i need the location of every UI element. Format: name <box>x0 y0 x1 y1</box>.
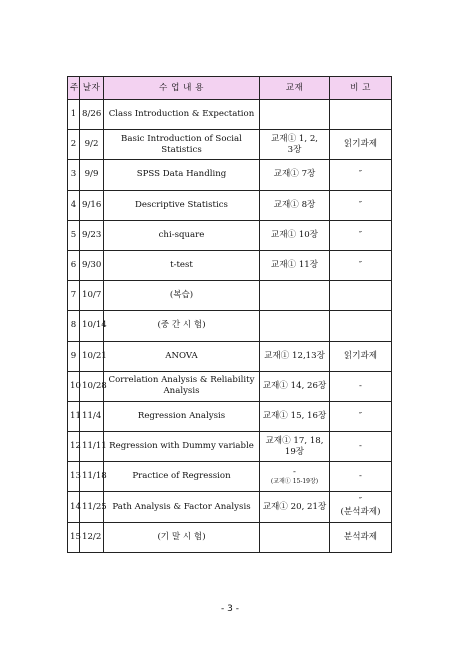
table-row <box>68 190 392 220</box>
week-number-cell: 7 <box>68 281 80 311</box>
content-line: chi-square <box>158 229 205 240</box>
textbook-line: 19장 <box>284 446 305 457</box>
table-row <box>68 281 392 311</box>
note-cell <box>330 100 392 130</box>
content-cell <box>104 432 260 462</box>
date-cell: 10/28 <box>80 371 104 401</box>
date-cell: 9/23 <box>80 220 104 250</box>
content-cell <box>104 220 260 250</box>
textbook-line: 교재① 10장 <box>270 229 319 240</box>
table-row <box>68 462 392 492</box>
content-line: Basic Introduction of Social Statistics <box>121 133 242 155</box>
week-number-cell: 15 <box>68 522 80 552</box>
content-cell <box>104 130 260 160</box>
note-cell <box>330 432 392 462</box>
header-textbook: 교재 <box>260 77 330 100</box>
week-number-cell: 2 <box>68 130 80 160</box>
page-number: - 3 - <box>221 604 239 614</box>
content-line: ANOVA <box>165 350 198 361</box>
date-cell: 9/9 <box>80 160 104 190</box>
date-cell: 11/11 <box>80 432 104 462</box>
week-number-cell: 12 <box>68 432 80 462</box>
table-row <box>68 160 392 190</box>
header-row <box>68 77 392 100</box>
note-line: 읽기과제 <box>343 139 378 150</box>
table-row <box>68 401 392 431</box>
content-cell <box>104 250 260 280</box>
date-cell: 10/21 <box>80 341 104 371</box>
table-body <box>68 100 392 553</box>
date-cell: 12/2 <box>80 522 104 552</box>
note-line: - <box>359 380 362 391</box>
note-cell <box>330 160 392 190</box>
date-cell: 9/16 <box>80 190 104 220</box>
note-cell <box>330 522 392 552</box>
content-cell <box>104 401 260 431</box>
textbook-cell <box>260 492 330 522</box>
content-line: (중 간 시 험) <box>157 320 206 331</box>
content-cell <box>104 311 260 341</box>
content-line: Class Introduction & Expectation <box>108 109 255 120</box>
content-cell <box>104 371 260 401</box>
date-cell: 9/30 <box>80 250 104 280</box>
textbook-line: 교재① 15, 16장 <box>262 410 327 421</box>
date-cell: 10/7 <box>80 281 104 311</box>
content-line: Practice of Regression <box>132 471 231 482</box>
week-number-cell: 5 <box>68 220 80 250</box>
textbook-line: 교재① 14, 26장 <box>262 380 327 391</box>
note-cell <box>330 281 392 311</box>
table-row <box>68 522 392 552</box>
date-cell: 9/2 <box>80 130 104 160</box>
textbook-cell <box>260 190 330 220</box>
header-note: 비 고 <box>330 77 392 100</box>
note-cell <box>330 250 392 280</box>
content-line: Path Analysis & Factor Analysis <box>112 501 251 512</box>
content-cell <box>104 281 260 311</box>
note-cell <box>330 401 392 431</box>
textbook-line: 교재① 20, 21장 <box>262 501 327 512</box>
note-cell <box>330 190 392 220</box>
textbook-cell <box>260 130 330 160</box>
note-cell <box>330 311 392 341</box>
course-schedule-table <box>67 76 392 553</box>
table-header <box>68 77 392 100</box>
note-line: (분석과제) <box>340 507 381 518</box>
note-line: ″ <box>358 229 363 240</box>
textbook-cell <box>260 522 330 552</box>
week-number-cell: 3 <box>68 160 80 190</box>
week-number-cell: 14 <box>68 492 80 522</box>
content-line: Descriptive Statistics <box>135 199 228 210</box>
date-cell: 11/4 <box>80 401 104 431</box>
note-cell <box>330 492 392 522</box>
week-number-cell: 10 <box>68 371 80 401</box>
week-number-cell: 13 <box>68 462 80 492</box>
content-cell <box>104 160 260 190</box>
date-cell: 8/26 <box>80 100 104 130</box>
header-content: 수 업 내 용 <box>104 77 260 100</box>
note-line: ″ <box>358 260 363 271</box>
note-cell <box>330 371 392 401</box>
textbook-line: - <box>293 467 296 478</box>
table-row <box>68 371 392 401</box>
note-line: ″ <box>358 410 363 421</box>
table-row <box>68 130 392 160</box>
content-line: Correlation Analysis & Reliability <box>108 375 255 386</box>
content-line: Regression with Dummy variable <box>109 441 254 452</box>
date-cell: 10/14 <box>80 311 104 341</box>
table-row <box>68 100 392 130</box>
content-line: Analysis <box>163 386 200 397</box>
textbook-cell <box>260 250 330 280</box>
week-number-cell: 4 <box>68 190 80 220</box>
content-line: (기 말 시 험) <box>157 531 206 542</box>
note-line: ″ <box>358 199 363 210</box>
textbook-cell <box>260 401 330 431</box>
note-line: - <box>359 471 362 482</box>
note-cell <box>330 341 392 371</box>
textbook-line: 교재① 17, 18, <box>265 435 324 446</box>
textbook-cell <box>260 341 330 371</box>
header-week: 주 <box>68 77 80 100</box>
note-line: 분석과제 <box>343 531 378 542</box>
note-cell <box>330 130 392 160</box>
note-line: ″ <box>358 496 363 507</box>
week-number-cell: 1 <box>68 100 80 130</box>
content-cell <box>104 341 260 371</box>
textbook-cell <box>260 432 330 462</box>
content-cell <box>104 100 260 130</box>
week-number-cell: 8 <box>68 311 80 341</box>
textbook-cell <box>260 220 330 250</box>
date-cell: 11/25 <box>80 492 104 522</box>
textbook-line: 교재① 1, 2, <box>270 133 319 144</box>
table-row <box>68 341 392 371</box>
table-row <box>68 220 392 250</box>
content-cell <box>104 492 260 522</box>
note-cell <box>330 220 392 250</box>
content-line: (복습) <box>169 290 194 301</box>
table-row <box>68 492 392 522</box>
textbook-cell <box>260 311 330 341</box>
content-cell <box>104 190 260 220</box>
content-line: Regression Analysis <box>137 410 226 421</box>
date-cell: 11/18 <box>80 462 104 492</box>
textbook-cell <box>260 100 330 130</box>
note-line: ″ <box>358 169 363 180</box>
textbook-line: 교재① 11장 <box>270 260 319 271</box>
content-cell <box>104 522 260 552</box>
textbook-cell <box>260 281 330 311</box>
content-cell <box>104 462 260 492</box>
content-line: SPSS Data Handling <box>136 169 227 180</box>
note-cell <box>330 462 392 492</box>
textbook-line: 교재① 7장 <box>273 169 316 180</box>
table-row <box>68 432 392 462</box>
week-number-cell: 6 <box>68 250 80 280</box>
textbook-line: 3장 <box>287 144 302 155</box>
week-number-cell: 9 <box>68 341 80 371</box>
textbook-line: 교재① 8장 <box>273 199 316 210</box>
textbook-cell <box>260 371 330 401</box>
week-number-cell: 11 <box>68 401 80 431</box>
content-line: t-test <box>170 260 193 271</box>
textbook-small-note: (교재① 15-19장) <box>270 478 319 486</box>
textbook-cell <box>260 462 330 492</box>
table-row <box>68 250 392 280</box>
note-line: 읽기과제 <box>343 350 378 361</box>
textbook-line: 교재① 12,13장 <box>264 350 325 361</box>
table-row <box>68 311 392 341</box>
textbook-cell <box>260 160 330 190</box>
header-date: 날자 <box>80 77 104 100</box>
note-line: - <box>359 441 362 452</box>
